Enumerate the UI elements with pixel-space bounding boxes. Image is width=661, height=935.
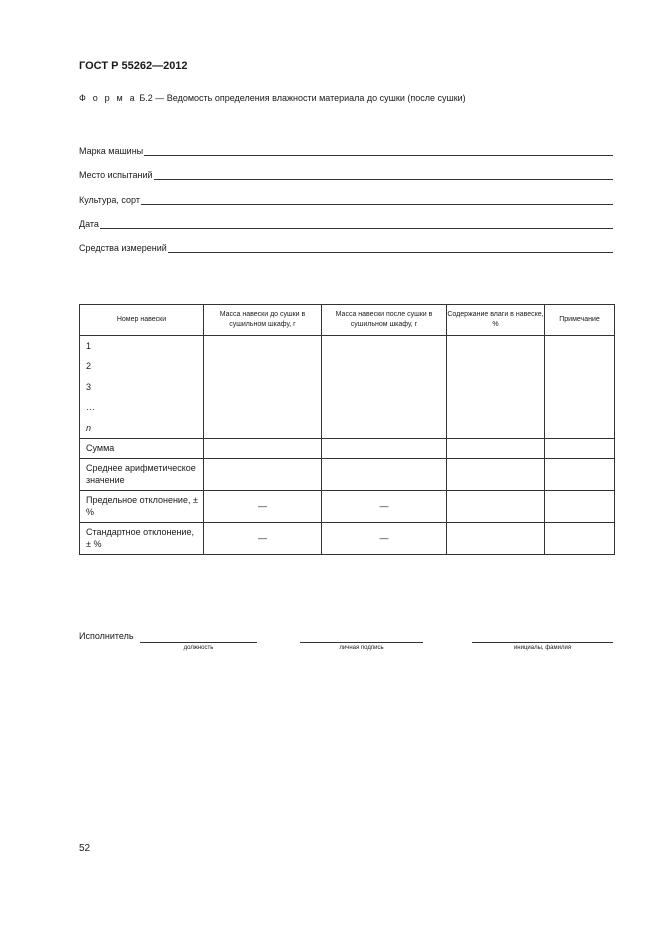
moisture-table (79, 304, 615, 555)
field-crop-variety (79, 191, 613, 205)
dash-cell: — (322, 490, 447, 522)
table-cell[interactable] (447, 458, 545, 490)
row-label-sum: Сумма (80, 438, 204, 458)
sample-number: n (86, 422, 92, 433)
table-cell[interactable] (545, 522, 615, 554)
header-mass-after: Масса навески после сушки в сушильном шкафу, г (322, 305, 447, 336)
field-label: Марка машины (79, 146, 144, 156)
header-note: Примечание (545, 305, 615, 336)
field-test-site (79, 166, 613, 180)
fill-line[interactable] (144, 144, 613, 156)
row-label-limit-deviation: Предельное отклонение, ± % (80, 490, 204, 522)
row-label-mean: Среднее арифметическое значение (80, 458, 204, 490)
fill-line[interactable] (168, 241, 613, 253)
table-row (80, 438, 615, 458)
table-cell[interactable] (322, 336, 447, 439)
table-row (80, 522, 615, 554)
field-label: Место испытаний (79, 170, 153, 180)
signature-caption: личная подпись (339, 645, 384, 651)
dash-cell: — (322, 522, 447, 554)
table-cell[interactable] (545, 458, 615, 490)
table-cell[interactable] (447, 438, 545, 458)
standard-title: ГОСТ Р 55262—2012 (79, 60, 188, 72)
fill-line[interactable] (100, 217, 613, 229)
form-caption: Б.2 — Ведомость определения влажности материала до сушки (после сушки) (136, 93, 466, 103)
sample-number: 1 (86, 341, 92, 351)
row-label-std-deviation: Стандартное отклонение, ± % (80, 522, 204, 554)
dash-cell: — (204, 490, 322, 522)
table-header-row (80, 305, 615, 336)
table-cell[interactable] (545, 336, 615, 439)
table-cell[interactable] (447, 336, 545, 439)
dash-cell: — (204, 522, 322, 554)
table-cell[interactable] (322, 458, 447, 490)
field-label: Дата (79, 219, 99, 229)
table-row (80, 490, 615, 522)
fill-line[interactable] (154, 168, 613, 180)
table-cell[interactable] (545, 438, 615, 458)
field-measuring-tools (79, 239, 613, 253)
position-line[interactable] (140, 641, 257, 643)
form-word: Ф о р м а (79, 93, 137, 103)
position-caption: должность (183, 645, 214, 651)
name-line[interactable] (472, 641, 613, 643)
name-caption: инициалы, фамилия (513, 645, 572, 651)
table-cell[interactable] (204, 336, 322, 439)
header-sample-number: Номер навески (80, 305, 204, 336)
sample-number: … (86, 402, 95, 413)
fill-line[interactable] (141, 193, 613, 205)
field-label: Культура, сорт (79, 195, 140, 205)
performer-label: Исполнитель (79, 631, 134, 641)
table-cell[interactable] (204, 438, 322, 458)
page-number: 52 (79, 843, 91, 854)
sample-numbers-cell (80, 336, 204, 439)
table-row (80, 458, 615, 490)
table-cell[interactable] (545, 490, 615, 522)
form-title (79, 93, 466, 103)
table-row (80, 336, 615, 439)
table-cell[interactable] (447, 522, 545, 554)
table-cell[interactable] (204, 458, 322, 490)
signature-line[interactable] (300, 641, 423, 643)
field-date (79, 215, 613, 229)
sample-number: 2 (86, 361, 92, 372)
header-mass-before: Масса навески до сушки в сушильном шкафу, г (204, 305, 322, 336)
table-cell[interactable] (447, 490, 545, 522)
header-moisture: Содержание влаги в навеске, % (447, 305, 545, 336)
table-cell[interactable] (322, 438, 447, 458)
field-label: Средства измерений (79, 243, 167, 253)
sample-number: 3 (86, 381, 92, 392)
field-machine-brand (79, 142, 613, 156)
